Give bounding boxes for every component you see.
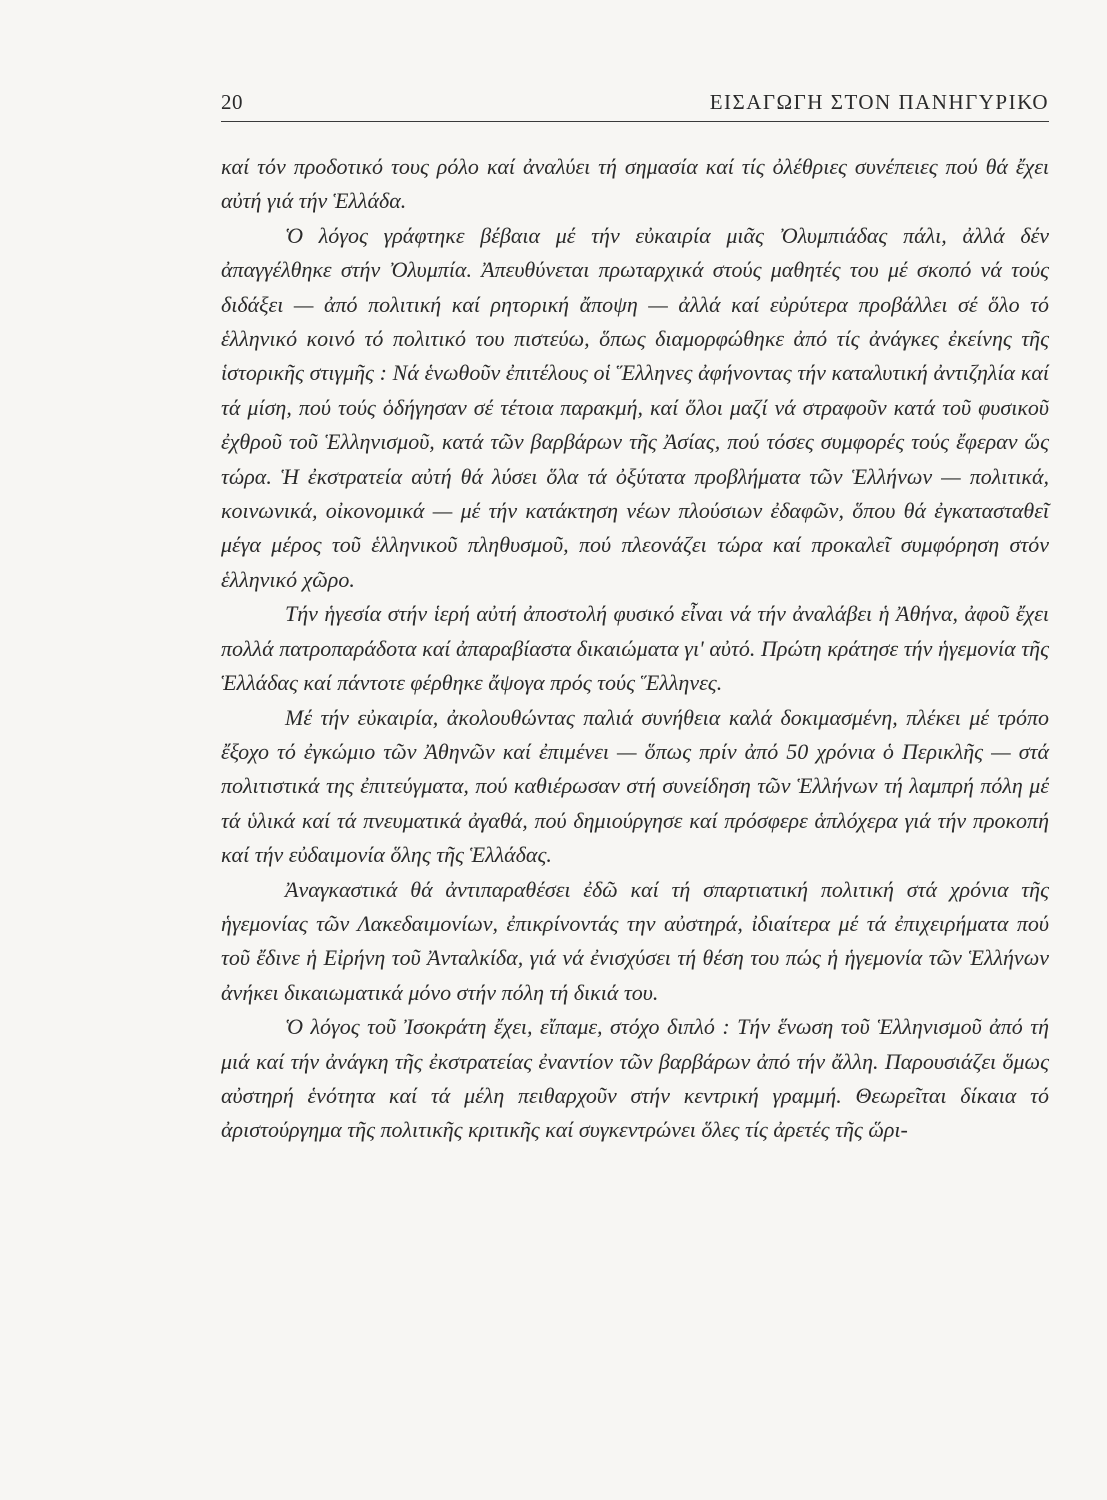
page-number: 20 xyxy=(221,90,243,114)
paragraph: Ὁ λόγος τοῦ Ἰσοκράτη ἔχει, εἴπαμε, στόχο διπλό : Τήν ἕνωση τοῦ Ἑλληνισμοῦ ἀπό τή μιά καί τήν ἀνάγκη τῆς ἐκστρατείας ἐναντίον τῶν βαρβάρων ἀπό τήν ἄλλη. Παρουσιάζει ὅμως αὐστηρή ἑνότητα καί τά μέλη πειθαρχοῦν στήν κεντρική γραμμή. Θεωρεῖται δίκαια τό ἀριστούργημα τῆς πολιτικῆς κριτικῆς καί συγκεντρώνει ὅλες τίς ἀρετές τῆς ὥρι- xyxy=(221,1014,1049,1143)
running-head: ΕΙΣΑΓΩΓΗ ΣΤΟΝ ΠΑΝΗΓΥΡΙΚΟ xyxy=(709,90,1049,114)
paragraph: Ἀναγκαστικά θά ἀντιπαραθέσει ἐδῶ καί τή σπαρτιατική πολιτική στά χρόνια τῆς ἡγεμονίας τῶν Λακεδαιμονίων, ἐπικρίνοντάς την αὐστηρά, ἰδιαίτερα μέ τά ἐπιχειρήματα πού τοῦ ἔδινε ἡ Εἰρήνη τοῦ Ἀνταλκίδα, γιά νά ἐνισχύσει τή θέση του πώς ἡ ἡγεμονία τῶν Ἑλλήνων ἀνήκει δικαιωματικά μόνο στήν πόλη τή δικιά του. xyxy=(221,876,1049,1005)
paragraph: Μέ τήν εὐκαιρία, ἀκολουθώντας παλιά συνήθεια καλά δοκιμασμένη, πλέκει μέ τρόπο ἔξοχο τό ἐγκώμιο τῶν Ἀθηνῶν καί ἐπιμένει — ὅπως πρίν ἀπό 50 χρόνια ὁ Περικλῆς — στά πολιτιστικά της ἐπιτεύγματα, πού καθιέρωσαν στή συνείδηση τῶν Ἑλλήνων τή λαμπρή πόλη μέ τά ὑλικά καί τά πνευματικά ἀγαθά, πού δημιούργησε καί πρόσφερε ἁπλόχερα γιά τήν προκοπή καί τήν εὐδαιμονία ὅλης τῆς Ἑλλάδας. xyxy=(221,704,1049,868)
page-header xyxy=(221,90,1049,120)
paragraph-continuation: καί τόν προδοτικό τους ρόλο καί ἀναλύει τή σημασία καί τίς ὀλέθριες συνέπειες πού θά ἔχει αὐτή γιά τήν Ἑλλάδα. xyxy=(221,154,1049,214)
body-text xyxy=(221,150,1049,1148)
paragraph: Τήν ἡγεσία στήν ἱερή αὐτή ἀποστολή φυσικό εἶναι νά τήν ἀναλάβει ἡ Ἀθήνα, ἀφοῦ ἔχει πολλά πατροπαράδοτα καί ἀπαραβίαστα δικαιώματα γι' αὐτό. Πρώτη κράτησε τήν ἡγεμονία τῆς Ἑλλάδας καί πάντοτε φέρθηκε ἄψογα πρός τούς Ἕλληνες. xyxy=(221,601,1049,696)
paragraph: Ὁ λόγος γράφτηκε βέβαια μέ τήν εὐκαιρία μιᾶς Ὀλυμπιάδας πάλι, ἀλλά δέν ἀπαγγέλθηκε στήν Ὀλυμπία. Ἀπευθύνεται πρωταρχικά στούς μαθητές του μέ σκοπό νά τούς διδάξει — ἀπό πολιτική καί ρητορική ἄποψη — ἀλλά καί εὐρύτερα προβάλλει σέ ὅλο τό ἑλληνικό κοινό τό πολιτικό του πιστεύω, ὅπως διαμορφώθηκε ἀπό τίς ἀνάγκες ἐκείνης τῆς ἱστορικῆς στιγμῆς : Νά ἑνωθοῦν ἐπιτέλους οἱ Ἕλληνες ἀφήνοντας τήν καταλυτική ἀντιζηλία καί τά μίση, πού τούς ὁδήγησαν σέ τέτοια παρακμή, καί ὅλοι μαζί νά στραφοῦν κατά τοῦ φυσικοῦ ἐχθροῦ τοῦ Ἑλληνισμοῦ, κατά τῶν βαρβάρων τῆς Ἀσίας, πού τόσες συμφορές τούς ἔφεραν ὥς τώρα. Ἡ ἐκστρατεία αὐτή θά λύσει ὅλα τά ὀξύτατα προβλήματα τῶν Ἑλλήνων — πολιτικά, κοινωνικά, οἰκονομικά — μέ τήν κατάκτηση νέων πλούσιων ἐδαφῶν, ὅπου θά ἐγκατασταθεῖ μέγα μέρος τοῦ ἑλληνικοῦ πληθυσμοῦ, πού πλεονάζει τώρα καί προκαλεῖ συμφόρηση στόν ἑλληνικό χῶρο. xyxy=(221,222,1049,592)
header-rule xyxy=(221,121,1049,122)
